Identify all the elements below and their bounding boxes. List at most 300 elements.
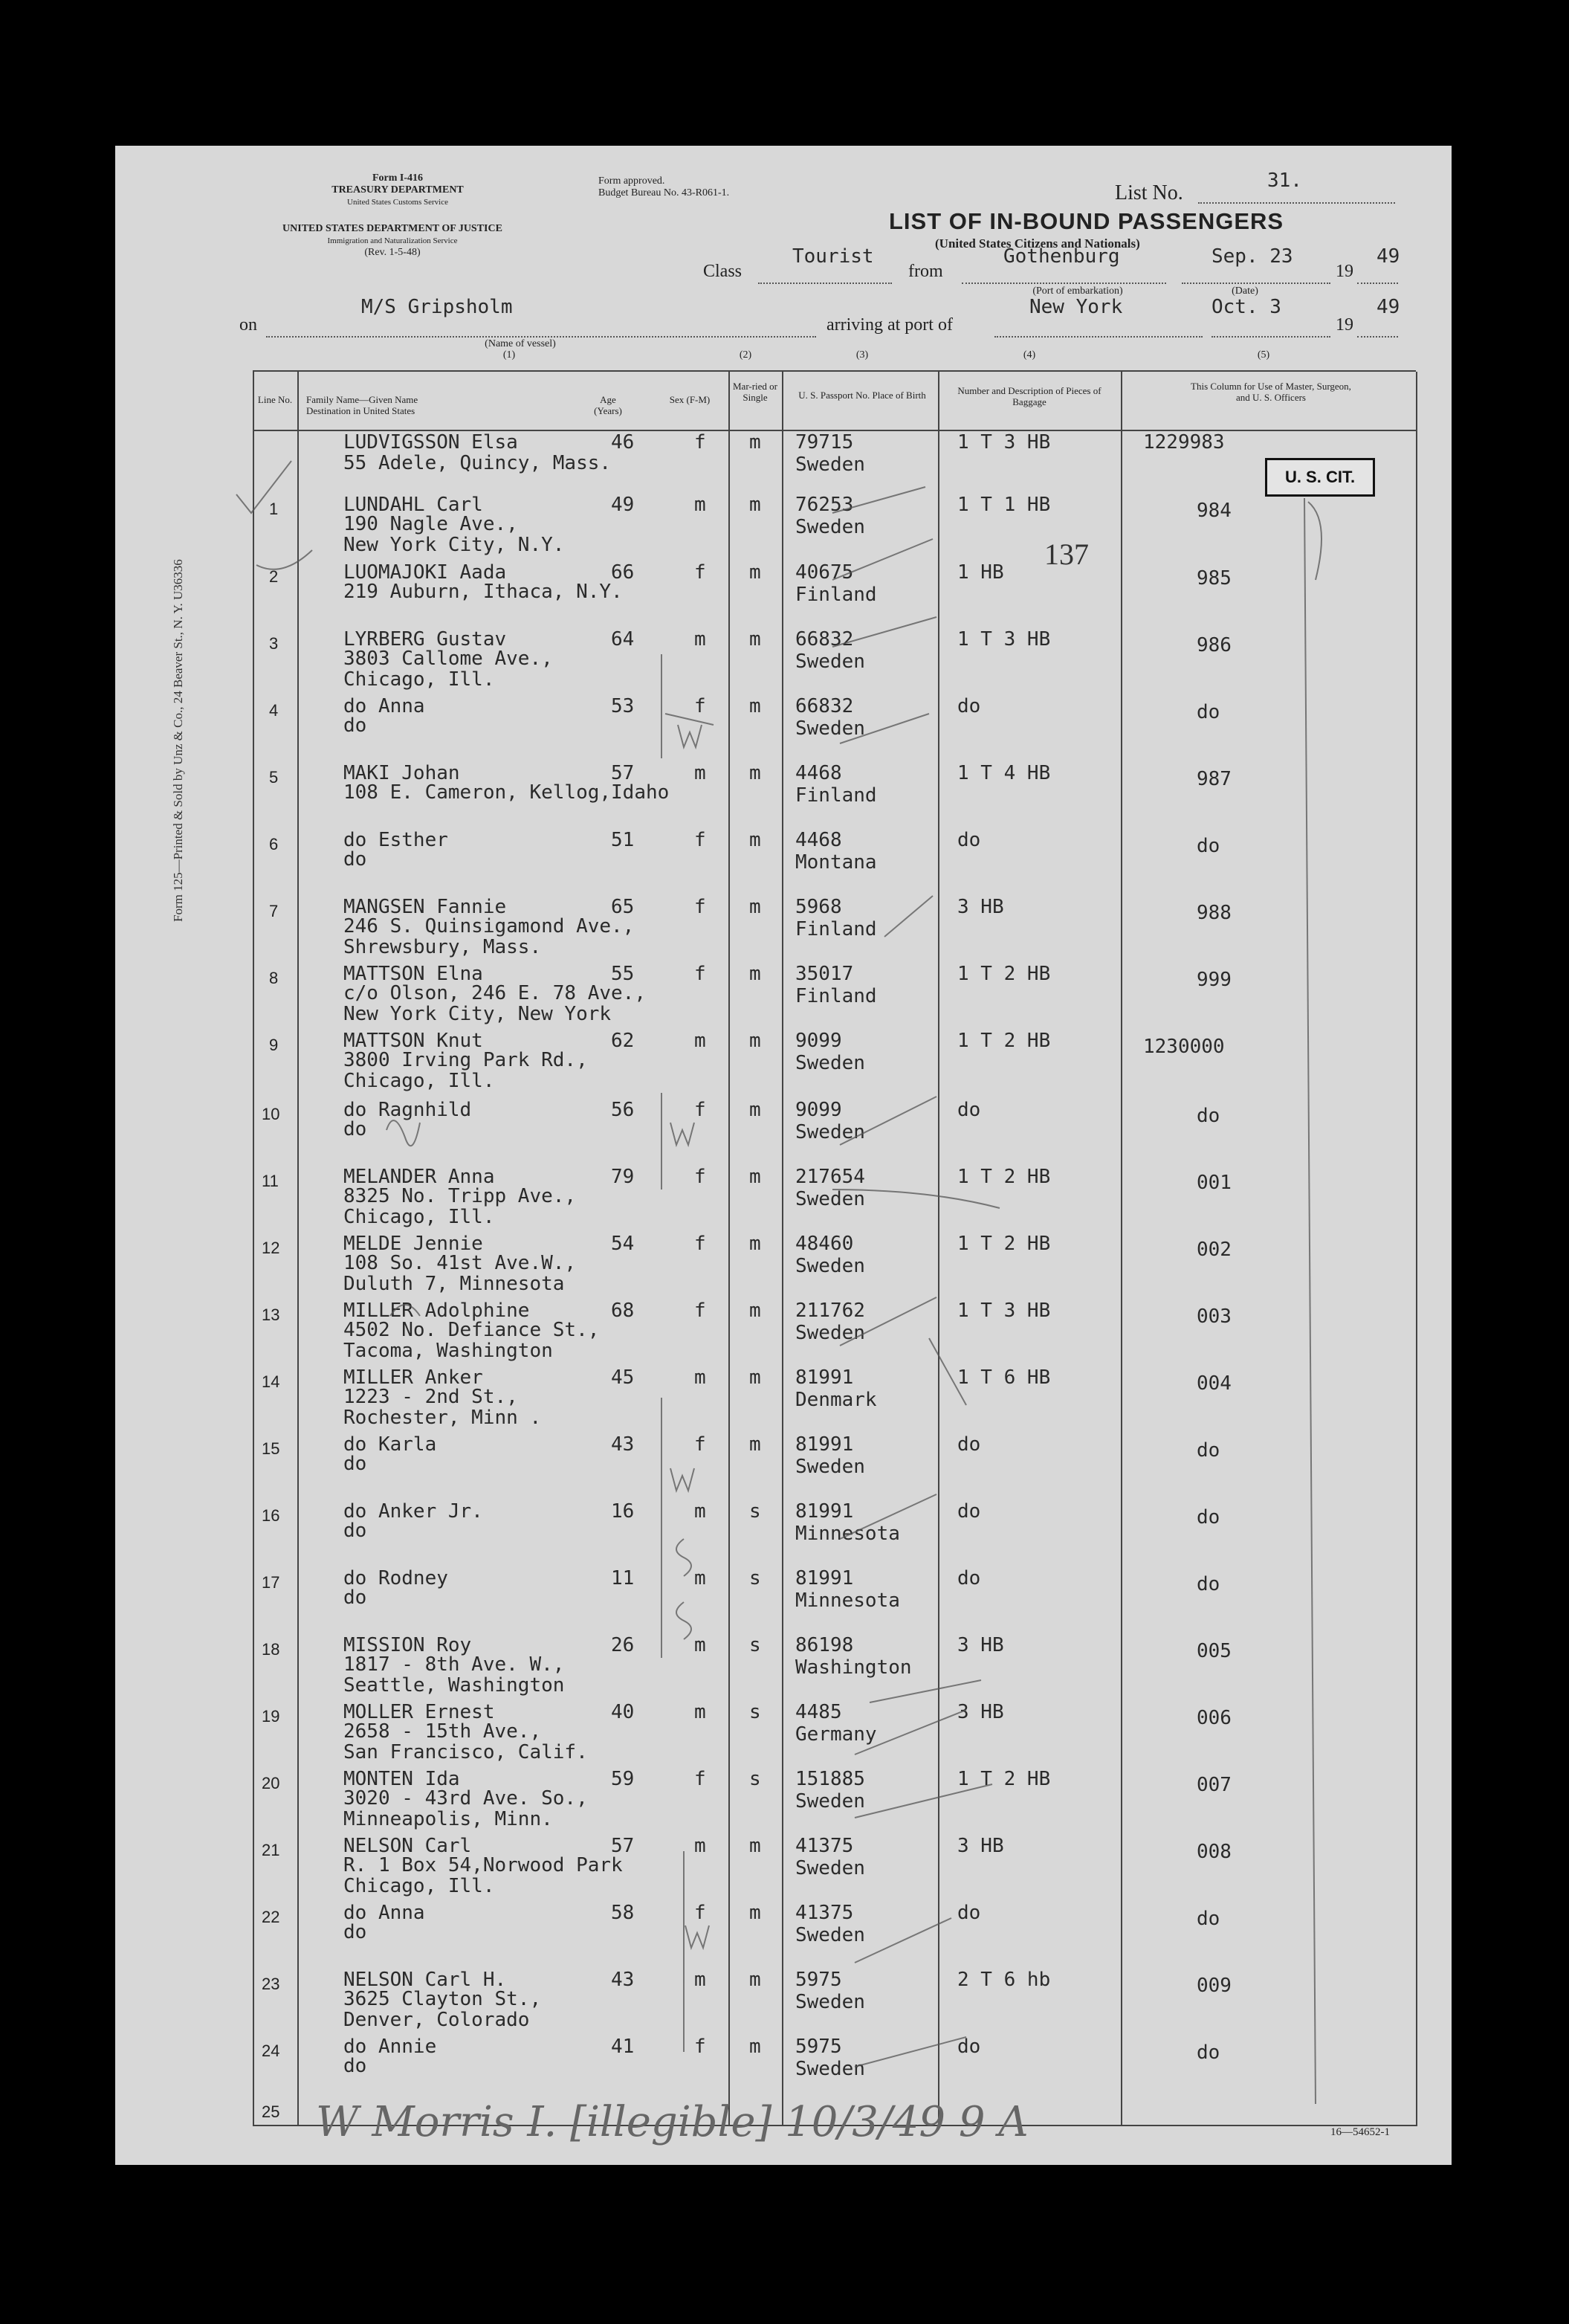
passenger-address: 4502 No. Defiance St., (343, 1319, 600, 1341)
passenger-birthplace: Washington (795, 1656, 912, 1679)
line-number: 2 (269, 567, 279, 586)
passenger-marital: m (749, 494, 761, 516)
passenger-marital: m (749, 1300, 761, 1322)
passenger-birthplace: Sweden (795, 717, 865, 740)
passenger-marital: m (749, 896, 761, 918)
passenger-baggage: do (957, 1902, 981, 1924)
passenger-address: do (343, 1921, 367, 1943)
passenger-name: LYRBERG Gustav (343, 628, 507, 651)
line-number: 11 (262, 1172, 279, 1190)
passenger-address: Chicago, Ill. (343, 668, 495, 691)
passenger-name: do Rodney (343, 1567, 448, 1589)
passenger-age: 45 (611, 1366, 635, 1389)
passenger-passport: 9099 (795, 1030, 842, 1052)
passenger-name: MELANDER Anna (343, 1166, 495, 1188)
passenger-age: 56 (611, 1099, 635, 1121)
line-number: 15 (262, 1439, 280, 1458)
col-divider (1121, 372, 1122, 2126)
passenger-officer-number: 003 (1197, 1305, 1232, 1328)
passenger-name: MONTEN Ida (343, 1768, 460, 1790)
passenger-age: 59 (611, 1768, 635, 1790)
passenger-marital: m (749, 1835, 761, 1857)
passenger-sex: m (694, 1969, 706, 1991)
passenger-sex: f (694, 1166, 706, 1188)
col-divider (938, 372, 939, 2126)
list-no-line (1198, 202, 1395, 204)
passenger-officer-number: do (1197, 835, 1220, 857)
passenger-list-page (115, 146, 1452, 2165)
passenger-passport: 66832 (795, 628, 854, 651)
entry-address: 55 Adele, Quincy, Mass. (343, 452, 612, 474)
passenger-sex: m (694, 1366, 706, 1389)
line-number: 3 (269, 634, 279, 653)
passenger-name: do Annie (343, 2036, 437, 2058)
passenger-baggage: do (957, 1099, 981, 1121)
page-subtitle: (United States Citizens and Nationals) (935, 236, 1140, 251)
line-number: 6 (269, 835, 279, 853)
passenger-marital: m (749, 1366, 761, 1389)
passenger-birthplace: Montana (795, 851, 877, 874)
passenger-passport: 66832 (795, 695, 854, 717)
arrival-year-line (1357, 336, 1398, 338)
passenger-officer-number: do (1197, 701, 1220, 723)
line-number: 14 (262, 1372, 280, 1391)
passenger-officer-number: 009 (1197, 1975, 1232, 1997)
passenger-name: MILLER Adolphine (343, 1300, 530, 1322)
passenger-name: LUOMAJOKI Aada (343, 561, 507, 584)
passenger-marital: s (749, 1701, 761, 1723)
entry-name: LUDVIGSSON Elsa (343, 431, 518, 453)
passenger-passport: 86198 (795, 1634, 854, 1656)
passenger-baggage: do (957, 695, 981, 717)
passenger-officer-number: 986 (1197, 634, 1232, 656)
passenger-address: do (343, 1118, 367, 1140)
passenger-birthplace: Sweden (795, 1188, 865, 1210)
passenger-marital: m (749, 1433, 761, 1456)
printer-imprint: Form 125—Printed & Sold by Unz & Co., 24 Beaver St., N. Y. U36336 (171, 559, 185, 922)
arrival-date: Oct. 3 (1211, 296, 1281, 318)
passenger-sex: m (694, 1567, 706, 1589)
passenger-marital: m (749, 1099, 761, 1121)
passenger-baggage: 1 T 6 HB (957, 1366, 1051, 1389)
passenger-birthplace: Sweden (795, 1052, 865, 1074)
passenger-birthplace: Sweden (795, 1121, 865, 1143)
passenger-marital: s (749, 1567, 761, 1589)
col-header-married: Mar-ried or Single (732, 381, 778, 403)
passenger-sex: f (694, 896, 706, 918)
passenger-address: do (343, 714, 367, 737)
col-num-2: (2) (739, 349, 752, 361)
passenger-age: 11 (611, 1567, 635, 1589)
passenger-birthplace: Sweden (795, 1456, 865, 1478)
passenger-passport: 9099 (795, 1099, 842, 1121)
passenger-baggage: 1 T 2 HB (957, 963, 1051, 985)
from-label: from (908, 262, 943, 281)
line-number: 4 (269, 701, 279, 720)
arriving-label: arriving at port of (826, 315, 953, 335)
footer-code: 16—54652-1 (1330, 2126, 1390, 2138)
passenger-birthplace: Finland (795, 918, 877, 940)
passenger-address: Rochester, Minn . (343, 1407, 542, 1429)
line-number: 12 (262, 1239, 280, 1257)
passenger-age: 16 (611, 1500, 635, 1523)
arrival-year-prefix: 19 (1336, 315, 1353, 335)
passenger-passport: 81991 (795, 1433, 854, 1456)
passenger-baggage: 1 T 2 HB (957, 1768, 1051, 1790)
col-num-4: (4) (1023, 349, 1036, 361)
col-header-age: Age (Years) (594, 394, 622, 416)
passenger-birthplace: Sweden (795, 651, 865, 673)
passenger-sex: f (694, 561, 706, 584)
passenger-sex: f (694, 1902, 706, 1924)
arrival-date-line (1211, 336, 1330, 338)
passenger-name: MISSION Roy (343, 1634, 472, 1656)
passenger-passport: 81991 (795, 1500, 854, 1523)
on-label: on (239, 315, 257, 335)
line-number: 21 (262, 1841, 280, 1859)
passenger-address: do (343, 1520, 367, 1542)
passenger-passport: 5975 (795, 1969, 842, 1991)
dept2-sub: Immigration and Naturalization Service (327, 236, 458, 245)
passenger-baggage: 1 T 2 HB (957, 1166, 1051, 1188)
dept1: TREASURY DEPARTMENT (331, 184, 464, 196)
passenger-birthplace: Sweden (795, 1790, 865, 1813)
entry-officer-number: 1229983 (1143, 431, 1225, 453)
passenger-passport: 151885 (795, 1768, 865, 1790)
passenger-marital: m (749, 1030, 761, 1052)
passenger-birthplace: Minnesota (795, 1589, 900, 1612)
passenger-address: 108 E. Cameron, Kellog,Idaho (343, 781, 670, 804)
passenger-marital: m (749, 963, 761, 985)
passenger-marital: m (749, 561, 761, 584)
passenger-officer-number: do (1197, 1105, 1220, 1127)
passenger-address: do (343, 1587, 367, 1609)
passenger-sex: f (694, 1768, 706, 1790)
passenger-marital: m (749, 1233, 761, 1255)
passenger-marital: m (749, 628, 761, 651)
arrival-year: 49 (1376, 296, 1400, 318)
passenger-baggage: 1 T 3 HB (957, 628, 1051, 651)
col-header-name-text: Family Name—Given Name (306, 394, 418, 405)
passenger-address: 1817 - 8th Ave. W., (343, 1653, 565, 1676)
passenger-officer-number: 984 (1197, 500, 1232, 522)
passenger-sex: f (694, 963, 706, 985)
passenger-sex: m (694, 762, 706, 784)
passenger-officer-number: 999 (1197, 969, 1232, 991)
col-header-baggage: Number and Description of Pieces of Baggage (957, 385, 1101, 407)
col-header-sex: Sex (F-M) (669, 394, 711, 405)
rev: (Rev. 1-5-48) (364, 247, 421, 258)
handwritten-signature: W Morris I. [illegible] 10/3/49 9 A (316, 2098, 1029, 2146)
col-header-dest-text: Destination in United States (306, 405, 415, 416)
passenger-officer-number: 988 (1197, 902, 1232, 924)
passenger-birthplace: Sweden (795, 1322, 865, 1344)
passenger-address: New York City, N.Y. (343, 534, 565, 556)
form-approved: Form approved. (598, 175, 665, 187)
passenger-age: 26 (611, 1634, 635, 1656)
passenger-sex: m (694, 1500, 706, 1523)
passenger-sex: f (694, 2036, 706, 2058)
passenger-address: San Francisco, Calif. (343, 1741, 588, 1763)
dept2: UNITED STATES DEPARTMENT OF JUSTICE (282, 223, 502, 234)
line-number: 1 (269, 500, 279, 518)
passenger-birthplace: Denmark (795, 1389, 877, 1411)
col-divider (728, 372, 730, 2126)
handwritten-137: 137 (1044, 538, 1089, 571)
passenger-age: 40 (611, 1701, 635, 1723)
passenger-officer-number: 001 (1197, 1172, 1232, 1194)
entry-baggage: 1 T 3 HB (957, 431, 1051, 453)
passenger-sex: m (694, 1030, 706, 1052)
passenger-address: Duluth 7, Minnesota (343, 1273, 565, 1295)
passenger-officer-number: do (1197, 1439, 1220, 1462)
passenger-address: 3020 - 43rd Ave. So., (343, 1787, 588, 1810)
passenger-age: 41 (611, 2036, 635, 2058)
passenger-age: 57 (611, 762, 635, 784)
passenger-birthplace: Sweden (795, 1924, 865, 1946)
passenger-address: 108 So. 41st Ave.W., (343, 1252, 577, 1274)
passenger-birthplace: Sweden (795, 1991, 865, 2013)
page-title: LIST OF IN-BOUND PASSENGERS (889, 208, 1284, 234)
passenger-birthplace: Finland (795, 584, 877, 606)
passenger-sex: f (694, 1300, 706, 1322)
passenger-officer-number: 002 (1197, 1239, 1232, 1261)
passenger-officer-number: do (1197, 1573, 1220, 1595)
passenger-age: 65 (611, 896, 635, 918)
passenger-age: 54 (611, 1233, 635, 1255)
col-num-5: (5) (1257, 349, 1270, 361)
passenger-address: 2658 - 15th Ave., (343, 1720, 542, 1743)
passenger-marital: s (749, 1768, 761, 1790)
line-number: 7 (269, 902, 279, 920)
passenger-sex: f (694, 829, 706, 851)
passenger-baggage: 2 T 6 hb (957, 1969, 1051, 1991)
from-year-prefix: 19 (1336, 262, 1353, 281)
col-divider (297, 372, 299, 2126)
from-year: 49 (1376, 245, 1400, 268)
passenger-age: 68 (611, 1300, 635, 1322)
passenger-passport: 41375 (795, 1902, 854, 1924)
passenger-baggage: do (957, 829, 981, 851)
passenger-passport: 4468 (795, 829, 842, 851)
passenger-name: MATTSON Elna (343, 963, 483, 985)
passenger-address: c/o Olson, 246 E. 78 Ave., (343, 982, 646, 1004)
us-citizen-stamp: U. S. CIT. (1265, 458, 1375, 497)
dept1-sub: United States Customs Service (347, 198, 448, 207)
passenger-baggage: 3 HB (957, 1701, 1004, 1723)
passenger-officer-number: 008 (1197, 1841, 1232, 1863)
passenger-age: 58 (611, 1902, 635, 1924)
passenger-sex: m (694, 494, 706, 516)
passenger-marital: s (749, 1634, 761, 1656)
passenger-baggage: 3 HB (957, 1634, 1004, 1656)
passenger-age: 57 (611, 1835, 635, 1857)
table-top-border (253, 370, 1416, 372)
passenger-address: Seattle, Washington (343, 1674, 565, 1697)
entry-age: 46 (611, 431, 635, 453)
entry-marital: m (749, 431, 761, 453)
port-embark-caption: (Port of embarkation) (1032, 285, 1123, 297)
line-number: 20 (262, 1774, 280, 1792)
from-line (962, 283, 1166, 284)
col-header-officers: This Column for Use of Master, Surgeon, and U. S. Officers (1191, 381, 1351, 403)
arrival-port-line (994, 336, 1203, 338)
passenger-officer-number: 006 (1197, 1707, 1232, 1729)
line-number: 8 (269, 969, 279, 987)
passenger-name: do Ragnhild (343, 1099, 472, 1121)
col-header-passport: U. S. Passport No. Place of Birth (798, 390, 926, 401)
passenger-name: NELSON Carl H. (343, 1969, 507, 1991)
arrival-port: New York (1029, 296, 1123, 318)
passenger-officer-number: do (1197, 1908, 1220, 1930)
passenger-address: Tacoma, Washington (343, 1340, 553, 1362)
passenger-age: 66 (611, 561, 635, 584)
passenger-passport: 40675 (795, 561, 854, 584)
passenger-baggage: do (957, 2036, 981, 2058)
passenger-marital: s (749, 1500, 761, 1523)
passenger-name: NELSON Carl (343, 1835, 472, 1857)
passenger-address: do (343, 2055, 367, 2077)
passenger-age: 55 (611, 963, 635, 985)
list-no-label: List No. (1115, 181, 1183, 204)
passenger-address: 1223 - 2nd St., (343, 1386, 518, 1408)
passenger-officer-number: 004 (1197, 1372, 1232, 1395)
passenger-birthplace: Sweden (795, 1255, 865, 1277)
passenger-age: 53 (611, 695, 635, 717)
passenger-name: MELDE Jennie (343, 1233, 483, 1255)
passenger-marital: m (749, 1166, 761, 1188)
passenger-age: 79 (611, 1166, 635, 1188)
passenger-sex: f (694, 1233, 706, 1255)
vessel-caption: (Name of vessel) (485, 338, 556, 349)
col-num-3: (3) (855, 349, 869, 361)
line-number: 17 (262, 1573, 280, 1592)
passenger-birthplace: Sweden (795, 2058, 865, 2080)
passenger-passport: 5968 (795, 896, 842, 918)
passenger-name: MOLLER Ernest (343, 1701, 495, 1723)
form-id-block (286, 172, 509, 208)
passenger-birthplace: Sweden (795, 516, 865, 538)
line-number: 5 (269, 768, 279, 787)
from-date: Sep. 23 (1211, 245, 1293, 268)
passenger-baggage: 1 T 4 HB (957, 762, 1051, 784)
budget-bureau: Budget Bureau No. 43-R061-1. (598, 187, 730, 198)
passenger-address: 219 Auburn, Ithaca, N.Y. (343, 581, 623, 603)
passenger-passport: 4468 (795, 762, 842, 784)
class-line (758, 283, 892, 284)
passenger-passport: 35017 (795, 963, 854, 985)
class-value: Tourist (792, 245, 874, 268)
passenger-marital: m (749, 829, 761, 851)
passenger-baggage: 3 HB (957, 1835, 1004, 1857)
from-year-line (1357, 283, 1398, 284)
passenger-passport: 41375 (795, 1835, 854, 1857)
line-number: 23 (262, 1975, 280, 1993)
line-number: 22 (262, 1908, 280, 1926)
col-divider (1416, 372, 1417, 2126)
passenger-address: do (343, 1453, 367, 1475)
passenger-age: 43 (611, 1969, 635, 1991)
passenger-passport: 217654 (795, 1166, 865, 1188)
passenger-passport: 4485 (795, 1701, 842, 1723)
passenger-officer-number: do (1197, 1506, 1220, 1529)
line-number: 24 (262, 2041, 280, 2060)
passenger-sex: m (694, 628, 706, 651)
passenger-baggage: do (957, 1500, 981, 1523)
from-date-line (1182, 283, 1330, 284)
passenger-address: Denver, Colorado (343, 2009, 530, 2031)
line-number: 18 (262, 1640, 280, 1659)
passenger-sex: f (694, 1433, 706, 1456)
passenger-baggage: 1 T 1 HB (957, 494, 1051, 516)
line-number: 10 (262, 1105, 280, 1123)
passenger-name: MATTSON Knut (343, 1030, 483, 1052)
passenger-address: Minneapolis, Minn. (343, 1808, 553, 1830)
entry-birthplace: Sweden (795, 453, 865, 476)
passenger-address: Chicago, Ill. (343, 1875, 495, 1897)
passenger-marital: m (749, 695, 761, 717)
passenger-marital: m (749, 762, 761, 784)
passenger-passport: 81991 (795, 1366, 854, 1389)
passenger-address: 8325 No. Tripp Ave., (343, 1185, 577, 1207)
passenger-name: LUNDAHL Carl (343, 494, 483, 516)
col-header-name (306, 394, 529, 416)
passenger-sex: m (694, 1701, 706, 1723)
class-label: Class (703, 262, 743, 281)
date-caption: (Date) (1232, 285, 1258, 297)
passenger-passport: 5975 (795, 2036, 842, 2058)
passenger-birthplace: Germany (795, 1723, 877, 1746)
passenger-officer-number: 1230000 (1143, 1036, 1225, 1058)
passenger-sex: m (694, 1835, 706, 1857)
passenger-baggage: 1 T 2 HB (957, 1030, 1051, 1052)
line-number: 9 (269, 1036, 279, 1054)
passenger-sex: m (694, 1634, 706, 1656)
passenger-age: 64 (611, 628, 635, 651)
passenger-name: do Anker Jr. (343, 1500, 483, 1523)
passenger-baggage: do (957, 1567, 981, 1589)
col-header-line: Line No. (257, 394, 293, 405)
passenger-birthplace: Finland (795, 985, 877, 1007)
passenger-address: 3625 Clayton St., (343, 1988, 542, 2010)
line-number: 25 (262, 2102, 280, 2121)
dept2-block (236, 223, 549, 259)
passenger-age: 51 (611, 829, 635, 851)
passenger-officer-number: do (1197, 2041, 1220, 2064)
passenger-sex: f (694, 695, 706, 717)
passenger-baggage: 3 HB (957, 896, 1004, 918)
approval-block (598, 175, 729, 199)
passenger-name: MAKI Johan (343, 762, 460, 784)
entry-passport: 79715 (795, 431, 854, 453)
entry-sex: f (694, 431, 706, 453)
passenger-birthplace: Minnesota (795, 1523, 900, 1545)
vessel-name: M/S Gripsholm (361, 296, 513, 318)
passenger-name: do Anna (343, 1902, 425, 1924)
passenger-address: 3800 Irving Park Rd., (343, 1049, 588, 1071)
passenger-age: 43 (611, 1433, 635, 1456)
passenger-officer-number: 985 (1197, 567, 1232, 590)
passenger-marital: m (749, 1902, 761, 1924)
passenger-age: 49 (611, 494, 635, 516)
passenger-name: do Anna (343, 695, 425, 717)
passenger-address: Chicago, Ill. (343, 1206, 495, 1228)
passenger-officer-number: 005 (1197, 1640, 1232, 1662)
passenger-name: do Karla (343, 1433, 437, 1456)
passenger-passport: 81991 (795, 1567, 854, 1589)
passenger-marital: m (749, 1969, 761, 1991)
passenger-passport: 76253 (795, 494, 854, 516)
